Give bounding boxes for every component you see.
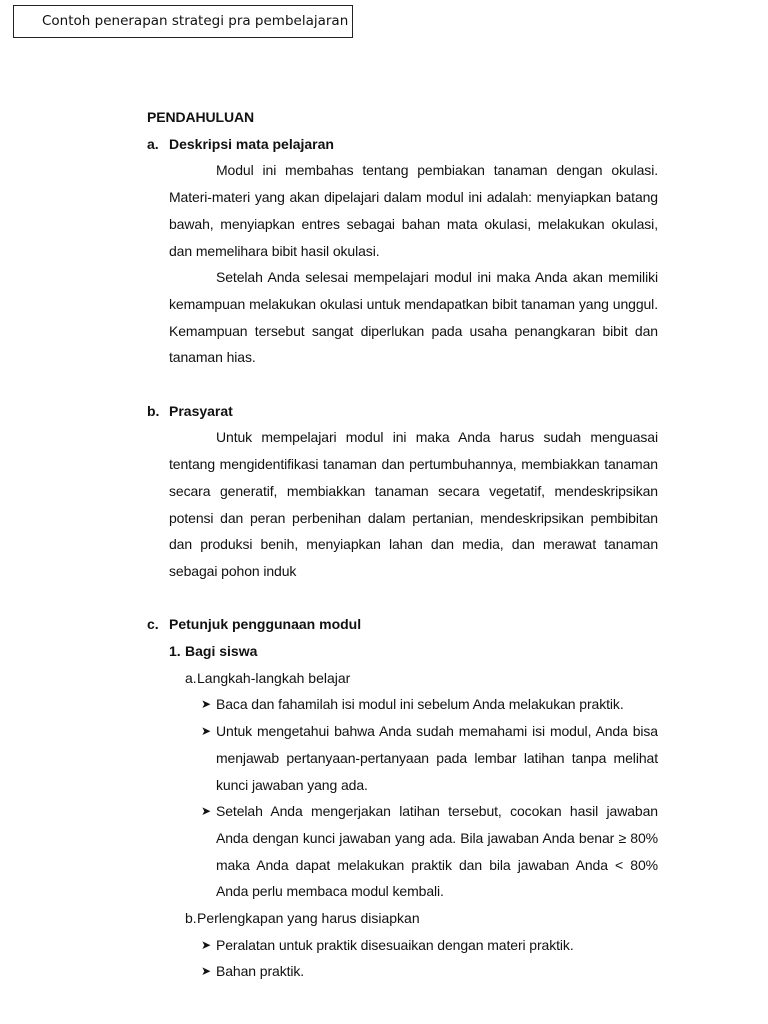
section-letter: b. bbox=[147, 402, 160, 419]
header-label: Contoh penerapan strategi pra pembelajaran bbox=[42, 13, 349, 29]
section-letter: a. bbox=[147, 135, 159, 152]
document-title: PENDAHULUAN bbox=[147, 109, 255, 125]
group-title: Langkah-langkah belajar bbox=[197, 669, 351, 686]
paragraph: Untuk mempelajari modul ini maka Anda harus sudah menguasai tentang mengidentifikasi tanaman dan pertumbuhannya, membiakkan tanaman secara generatif, membiakkan tanaman secara vegetatif, mendeskripsikan potensi dan peran perbenihan dalam pertanian, mendeskripsikan pembibitan dan produksi benih, menyiapkan lahan dan media, dan merawat tanaman sebagai pohon induk bbox=[169, 429, 658, 579]
list-item-text: Baca dan fahamilah isi modul ini sebelum Anda melakukan praktik. bbox=[216, 696, 624, 713]
subsection-number: 1. bbox=[169, 643, 181, 660]
list-item-text: Untuk mengetahui bahwa Anda sudah memahami isi modul, Anda bisa menjawab pertanyaan-pertanyaan pada lembar latihan tanpa melihat kunci jawaban yang ada. bbox=[216, 723, 658, 793]
section-title: Prasyarat bbox=[169, 402, 233, 419]
group-letter: b. bbox=[185, 910, 197, 927]
group-title: Perlengkapan yang harus disiapkan bbox=[197, 910, 420, 927]
subsection-heading bbox=[169, 638, 658, 665]
section-letter: c. bbox=[147, 616, 159, 633]
section-heading-a bbox=[147, 131, 658, 158]
paragraph: Modul ini membahas tentang pembiakan tanaman dengan okulasi. Materi-materi yang akan dipelajari dalam modul ini adalah: menyiapkan batang bawah, menyiapkan entres sebagai bahan mata okulasi, melakukan okulasi, dan memelihara bibit hasil okulasi. bbox=[169, 162, 658, 259]
bullet-list-b bbox=[201, 932, 658, 985]
list-item-text: Setelah Anda mengerjakan latihan tersebut, cocokan hasil jawaban Anda dengan kunci jawaban yang ada. Bila jawaban Anda benar ≥ 80% maka Anda dapat melakukan praktik dan bila jawaban Anda < 80% Anda perlu membaca modul kembali. bbox=[216, 803, 658, 900]
list-item bbox=[201, 691, 658, 718]
header-label-box bbox=[13, 5, 353, 38]
list-item bbox=[201, 958, 658, 985]
list-item bbox=[201, 932, 658, 959]
paragraph: Setelah Anda selesai mempelajari modul ini maka Anda akan memiliki kemampuan melakukan okulasi untuk mendapatkan bibit tanaman yang unggul. Kemampuan tersebut sangat diperlukan pada usaha penangkaran bibit dan tanaman hias. bbox=[169, 269, 658, 366]
section-heading-c bbox=[147, 611, 658, 638]
section-body-c bbox=[169, 638, 658, 985]
group-letter: a. bbox=[185, 669, 197, 686]
document-body bbox=[147, 104, 658, 985]
section-body-b bbox=[169, 424, 658, 584]
arrowhead-bullet-icon: ➤ bbox=[201, 964, 212, 979]
arrowhead-bullet-icon: ➤ bbox=[201, 724, 212, 739]
section-heading-b bbox=[147, 398, 658, 425]
section-body-a bbox=[169, 157, 658, 371]
arrowhead-bullet-icon: ➤ bbox=[201, 804, 212, 819]
bullet-list-a bbox=[201, 691, 658, 905]
list-item bbox=[201, 798, 658, 905]
group-heading-a bbox=[185, 665, 658, 692]
list-item-text: Peralatan untuk praktik disesuaikan dengan materi praktik. bbox=[216, 936, 574, 953]
arrowhead-bullet-icon: ➤ bbox=[201, 937, 212, 952]
group-heading-b bbox=[185, 905, 658, 932]
list-item-text: Bahan praktik. bbox=[216, 963, 305, 980]
section-title: Petunjuk penggunaan modul bbox=[169, 616, 362, 633]
section-title: Deskripsi mata pelajaran bbox=[169, 135, 334, 152]
arrowhead-bullet-icon: ➤ bbox=[201, 697, 212, 712]
list-item bbox=[201, 718, 658, 798]
subsection-title: Bagi siswa bbox=[185, 643, 258, 660]
